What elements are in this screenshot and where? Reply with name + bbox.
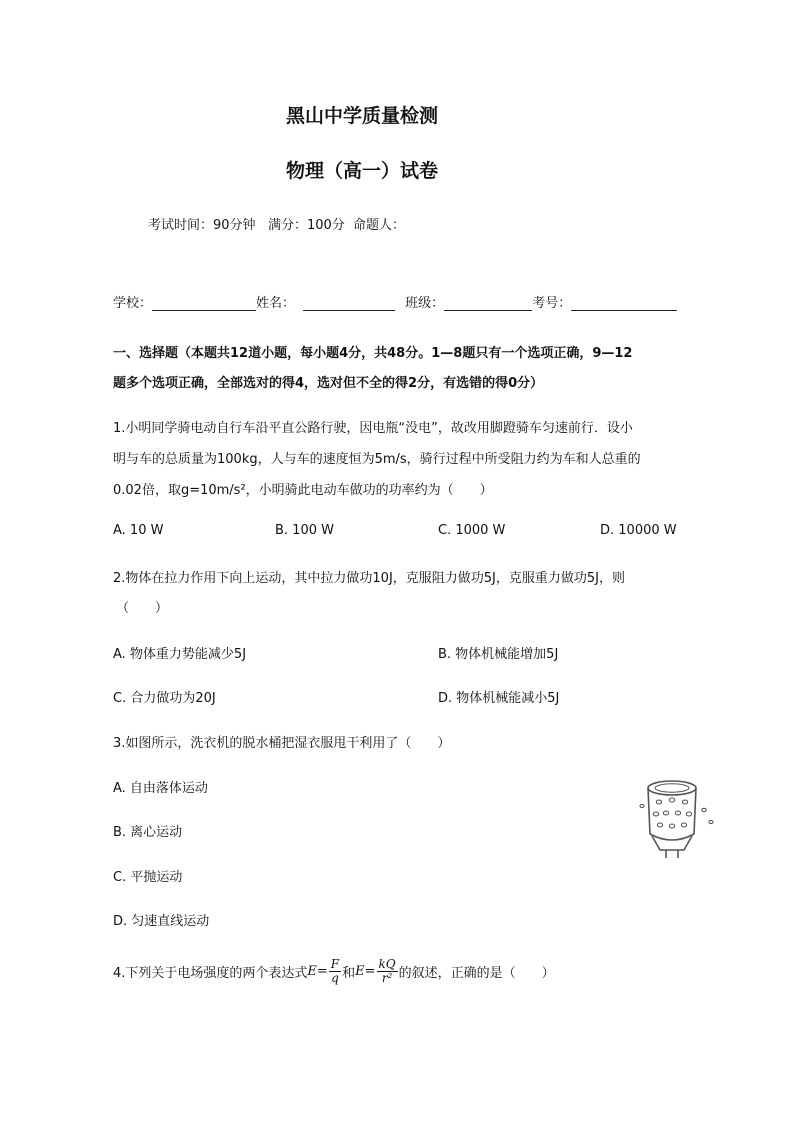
water-droplet — [709, 820, 713, 823]
q3-option-b[interactable]: B. 离心运动 — [113, 825, 183, 840]
name-label: 姓名： — [256, 296, 296, 311]
q3-option-d[interactable]: D. 匀速直线运动 — [113, 914, 210, 929]
q4-connector: 和 — [342, 966, 356, 981]
class-label: 班级： — [405, 296, 445, 311]
section1-heading-line2: 题多个选项正确，全部选对的得4，选对但不全的得2分，有选错的得0分） — [113, 376, 544, 391]
q1-line3: 0.02倍，取g=10m/s²，小明骑此电动车做功的功率约为（ ） — [113, 483, 493, 498]
formula2-lhs: E= — [355, 964, 376, 979]
drum-hole — [653, 812, 658, 816]
paper-title: 物理（高一）试卷 — [286, 160, 439, 182]
drum-hole — [669, 824, 674, 828]
drum-hole — [675, 811, 680, 815]
q2-line1: 2.物体在拉力作用下向上运动，其中拉力做功10J，克服阻力做功5J，克服重力做功5J，则 — [113, 571, 625, 586]
q3-line1: 3.如图所示，洗衣机的脱水桶把湿衣服甩干利用了（ ） — [113, 736, 451, 751]
formula2-numerator: kQ — [378, 957, 396, 971]
q4-line1 — [113, 958, 555, 985]
q1-option-b[interactable]: B. 100 W — [275, 523, 334, 538]
q3-option-c[interactable]: C. 平抛运动 — [113, 870, 183, 885]
school-blank[interactable] — [152, 296, 256, 311]
formula1-numerator: F — [330, 957, 340, 971]
drum-hole — [682, 800, 687, 804]
q2-option-b[interactable]: B. 物体机械能增加5J — [438, 647, 559, 662]
school-label: 学校： — [113, 296, 153, 311]
washing-machine-drum-figure — [636, 776, 720, 862]
formula2-fraction — [377, 958, 398, 985]
name-blank[interactable] — [303, 296, 395, 311]
class-blank[interactable] — [444, 296, 532, 311]
formula1-denominator: q — [331, 971, 339, 985]
drum-hole — [686, 812, 691, 816]
q2-option-a[interactable]: A. 物体重力势能减少5J — [113, 647, 247, 662]
q4-text-before: 4.下列关于电场强度的两个表达式 — [113, 966, 308, 981]
q4-text-after: 的叙述，正确的是（ ） — [398, 966, 555, 981]
water-droplet — [702, 808, 706, 811]
student-info-line — [113, 292, 677, 311]
q1-option-c[interactable]: C. 1000 W — [438, 523, 506, 538]
formula1-fraction — [329, 958, 341, 985]
school-title: 黑山中学质量检测 — [286, 105, 439, 127]
q3-option-a[interactable]: A. 自由落体运动 — [113, 781, 208, 796]
number-label: 考号： — [532, 296, 572, 311]
formula2-denominator: r² — [381, 971, 393, 985]
drum-top-inner — [655, 784, 689, 792]
exam-info: 考试时间：90分钟 满分：100分 命题人： — [148, 218, 406, 233]
q2-option-c[interactable]: C. 合力做功为20J — [113, 691, 216, 706]
q2-option-d[interactable]: D. 物体机械能减小5J — [438, 691, 560, 706]
drum-hole — [656, 800, 661, 804]
q1-line1: 1.小明同学骑电动自行车沿平直公路行驶，因电瓶“没电”，故改用脚蹬骑车匀速前行．设小 — [113, 421, 633, 436]
q1-line2: 明与车的总质量为100kg，人与车的速度恒为5m/s，骑行过程中所受阻力约为车和人总重的 — [113, 452, 641, 467]
drum-hole — [663, 811, 668, 815]
drum-hole — [669, 798, 674, 802]
water-droplet — [640, 804, 644, 807]
section1-heading-line1: 一、选择题（本题共12道小题，每小题4分，共48分。1—8题只有一个选项正确，9—12 — [113, 346, 633, 361]
number-blank[interactable] — [571, 296, 677, 311]
q1-option-d[interactable]: D. 10000 W — [600, 523, 677, 538]
q2-line2: （ ） — [116, 601, 169, 616]
drum-hole — [657, 823, 662, 827]
formula1-lhs: E= — [307, 964, 328, 979]
drum-hole — [681, 823, 686, 827]
q1-option-a[interactable]: A. 10 W — [113, 523, 164, 538]
